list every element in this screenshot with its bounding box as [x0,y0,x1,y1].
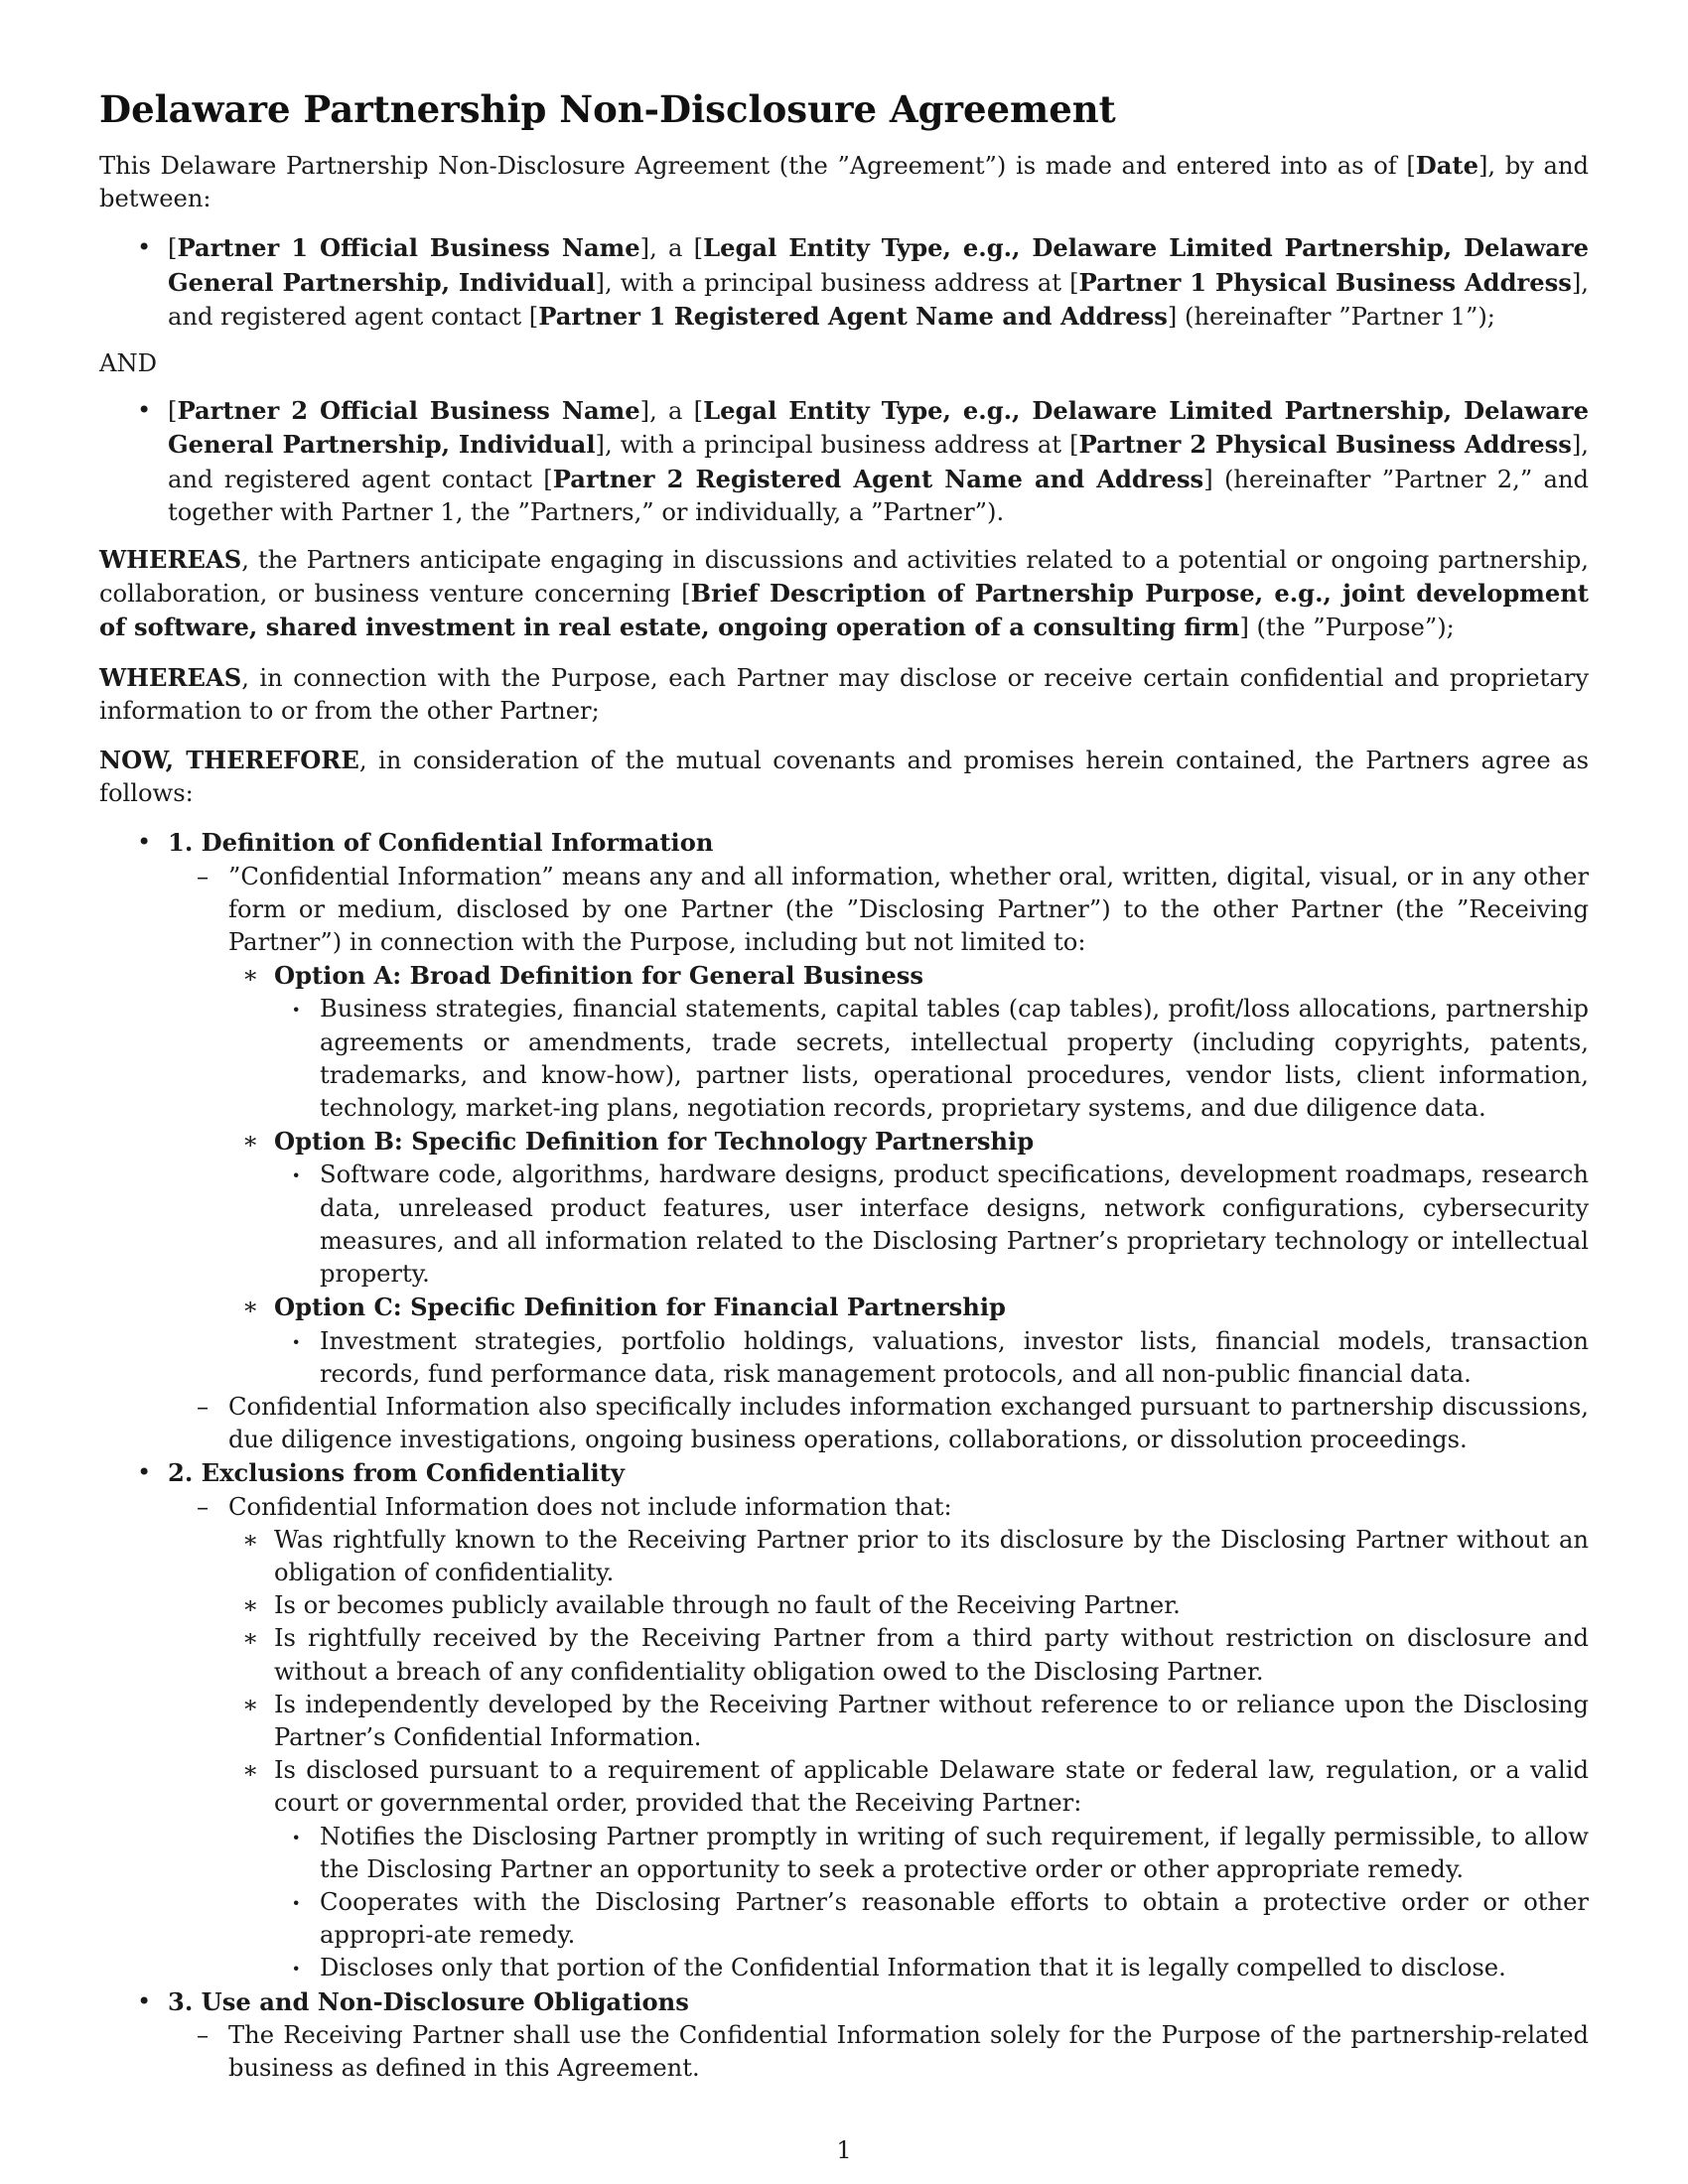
compelled-step-1: · Notifies the Disclosing Partner promptly in writing of such requirement, if legally permissible, to allow the Disclosing Partner an opportunity to seek a protective order or other appropriate remedy. [274,1821,1589,1886]
confidential-also: – Confidential Information also specifically includes information exchanged pursuant to partnership discussions, due diligence investigations, ongoing business operations, collaborations, or dissolution proceedings. [99,1391,1589,1456]
text-fragment: ], a [ [639,234,704,263]
now-therefore-paragraph [99,744,1589,810]
intro-text-end: ], by and between: [99,152,1590,213]
partner-2-entity: Legal Entity Type, e.g., Delaware Limited Partnership, Delaware General Partnership, Individual [168,396,1590,460]
partner-1-entity: Legal Entity Type, e.g., Delaware Limited Partnership, Delaware General Partnership, Individual [168,233,1590,297]
intro-text: This Delaware Partnership Non-Disclosure Agreement (the ”Agreement”) is made and entered into as of [ [99,152,1416,180]
partner-2-address: Partner 2 Physical Business Address [1078,430,1572,460]
exclusion-5 [228,1754,1589,1984]
option-a-sublist [274,993,1589,1125]
partner-2-name: Partner 2 Official Business Name [177,396,640,426]
partner-1-item: • [Partner 1 Official Business Name], a [Legal Entity Type, e.g., Delaware Limited Partnership, Delaware General Partnership, Individual], with a principal business address at [Partner 1 Physical Business Address], and registered agent contact [Partner 1 Registered Agent Name and Address] (hereinafter ”Partner 1”); [99,231,1589,334]
exclusion-4: ∗ Is independently developed by the Receiving Partner without reference to or reliance upon the Disclosing Partner’s Confidential Information. [228,1689,1589,1754]
page-number: 1 [836,2136,852,2164]
partner-2-list [99,394,1589,529]
option-c-sublist [274,1325,1589,1391]
use-obligation-text: – The Receiving Partner shall use the Confidential Information solely for the Purpose of the partnership-related business as defined in this Agreement. [99,2019,1589,2085]
whereas-1-paragraph [99,543,1589,645]
option-b [228,1125,1589,1291]
whereas-label: WHEREAS [99,545,242,575]
whereas-text: , the Partners anticipate engaging in discussions and activities related to a potential or ongoing partnership, collaboration, or business venture concerning [ [99,546,1589,609]
partner-2-agent: Partner 2 Registered Agent Name and Address [552,464,1204,493]
section-1-heading: 1. Definition of Confidential Information [168,828,714,858]
sections-list [99,826,1589,2085]
section-3-heading: 3. Use and Non-Disclosure Obligations [168,1986,689,2016]
compelled-disclosure-list [274,1821,1589,1985]
option-c-label: Option C: Specific Definition for Financial Partnership [274,1293,1006,1322]
option-a-text: · Business strategies, financial statements, capital tables (cap tables), profit/loss allocations, partnership agreements or amendments, trade secrets, intellectual property (including copyrights, patents, trademarks, and know-how), partner lists, operational procedures, vendor lists, client information, technology, market-ing plans, negotiation records, proprietary systems, and due diligence data. [274,993,1589,1125]
section-2-sublist [168,1491,1589,1985]
section-3 [99,1985,1589,2086]
text-fragment: ] (hereinafter ”Partner 1”); [1167,302,1495,331]
list-item [99,861,1589,1391]
compelled-step-2: · Cooperates with the Disclosing Partner’s reasonable efforts to obtain a protective order or other appropri-ate remedy. [274,1886,1589,1952]
options-list [228,959,1589,1391]
exclusion-1: ∗ Was rightfully known to the Receiving Partner prior to its disclosure by the Disclosing Partner without an obligation of confidentiality. [228,1524,1589,1589]
confidential-definition: ”Confidential Information” means any and all information, whether oral, written, digital, visual, or in any other form or medium, disclosed by one Partner (the ”Disclosing Partner”) to the other Partner (the ”Receiving Partner”) in connection with the Purpose, including but not limited to: [228,862,1589,957]
document-page [99,87,1589,2085]
exclusions-intro: Confidential Information does not include information that: [228,1492,952,1521]
exclusion-3: ∗ Is rightfully received by the Receiving Partner from a third party without restriction on disclosure and without a breach of any confidentiality obligation owed to the Disclosing Partner. [228,1622,1589,1688]
option-b-sublist [274,1159,1589,1291]
exclusions-list [228,1524,1589,1985]
whereas-suffix: ] (the ”Purpose”); [1239,614,1455,642]
date-placeholder: Date [1415,151,1478,180]
option-a [228,959,1589,1125]
option-a-label: Option A: Broad Definition for General Business [274,961,923,991]
partner-1-name: Partner 1 Official Business Name [177,233,640,263]
section-1-sublist [168,861,1589,1457]
partner-1-list [99,231,1589,334]
option-c-text: · Investment strategies, portfolio holdings, valuations, investor lists, financial models, transaction records, fund performance data, risk management protocols, and all non-public financial data. [274,1325,1589,1391]
whereas-2-paragraph [99,661,1589,728]
text-fragment: ], a [ [639,397,704,426]
whereas-text: , in connection with the Purpose, each Partner may disclose or receive certain confidential and proprietary information to or from the other Partner; [99,663,1589,725]
intro-paragraph [99,149,1589,215]
exclusion-5-text: Is disclosed pursuant to a requirement of applicable Delaware state or federal law, regulation, or a valid court or governmental order, provided that the Receiving Partner: [274,1756,1589,1818]
document-title: Delaware Partnership Non-Disclosure Agreement [99,87,1116,131]
whereas-label: WHEREAS [99,662,242,692]
now-therefore-label: NOW, THEREFORE [99,746,359,775]
partner-2-item: • [Partner 2 Official Business Name], a [Legal Entity Type, e.g., Delaware Limited Partnership, Delaware General Partnership, Individual], with a principal business address at [Partner 2 Physical Business Address], and registered agent contact [Partner 2 Registered Agent Name and Address] (hereinafter ”Partner 2,” and together with Partner 1, the ”Partners,” or individually, a ”Partner”). [99,394,1589,529]
and-separator: AND [99,349,158,378]
text-fragment: ] (hereinafter ”Partner 2,” and together with Partner 1, the ”Partners,” or individually, a ”Partner”). [168,465,1590,526]
partner-1-address: Partner 1 Physical Business Address [1078,267,1572,297]
option-b-label: Option B: Specific Definition for Technology Partnership [274,1127,1035,1157]
section-2-heading: 2. Exclusions from Confidentiality [168,1458,625,1488]
section-1 [99,826,1589,1456]
text-fragment: ], with a principal business address at [ [595,431,1079,460]
compelled-step-3: · Discloses only that portion of the Confidential Information that it is legally compelled to disclose. [274,1952,1589,1984]
now-therefore-text: , in consideration of the mutual covenants and promises herein contained, the Partners agree as follows: [99,747,1589,808]
list-item [99,1491,1589,1985]
exclusion-2: ∗ Is or becomes publicly available through no fault of the Receiving Partner. [228,1589,1589,1622]
section-3-sublist [168,2019,1589,2085]
option-b-text: · Software code, algorithms, hardware designs, product specifications, development roadmaps, research data, unreleased product features, user interface designs, network configurations, cybersecurity measures, and all information related to the Disclosing Partner’s proprietary technology or intellectual property. [274,1159,1589,1291]
text-fragment: ], and registered agent contact [ [168,268,1589,331]
text-fragment: ], with a principal business address at [ [595,268,1079,297]
purpose-placeholder: Brief Description of Partnership Purpose, e.g., joint development of software, shared investment in real estate, ongoing operation of a consulting firm [99,579,1589,642]
text-fragment: ], and registered agent contact [ [168,431,1589,493]
section-2 [99,1456,1589,1984]
partner-1-agent: Partner 1 Registered Agent Name and Address [538,301,1168,331]
option-c [228,1291,1589,1391]
